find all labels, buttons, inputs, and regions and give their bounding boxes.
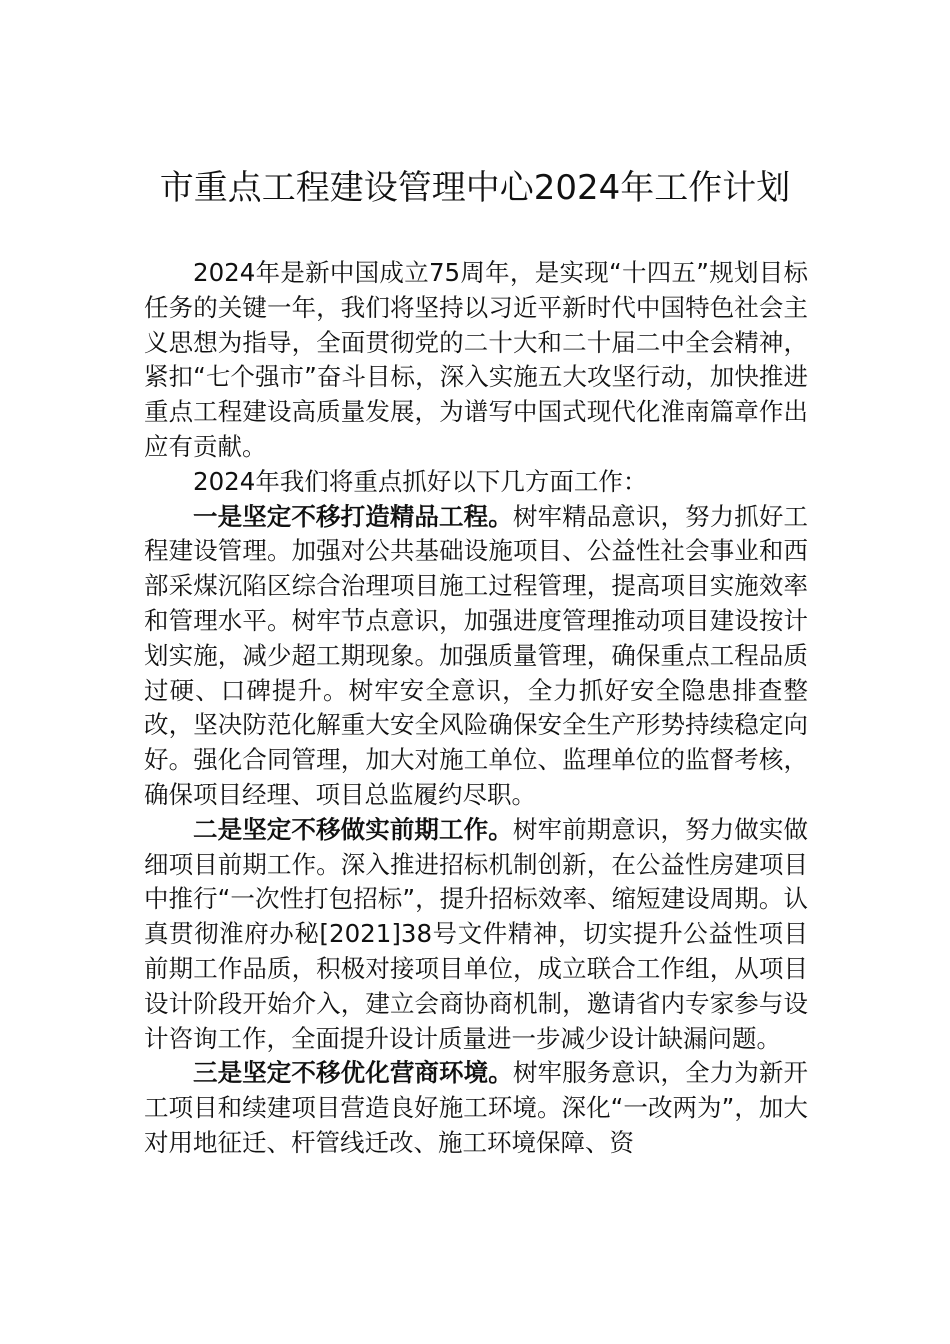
section-heading-2: 二是坚定不移做实前期工作。 xyxy=(193,814,513,844)
section-text-2: 树牢前期意识，努力做实做细项目前期工作。深入推进招标机制创新，在公益性房建项目中推行“一次性打包招标”，提升招标效率、缩短建设周期。认真贯彻淮府办秘[2021]38号文件精神，切实提升公益性项目前期工作品质，积极对接项目单位，成立联合工作组，从项目设计阶段开始介入，建立会商协商机制，邀请省内专家参与设计咨询工作，全面提升设计质量进一步减少设计缺漏问题。 xyxy=(144,814,809,1053)
document-title: 市重点工程建设管理中心2024年工作计划 xyxy=(159,168,791,208)
overview-paragraph: 2024年我们将重点抓好以下几方面工作： xyxy=(193,466,648,496)
section-text-1: 树牢精品意识，努力抓好工程建设管理。加强对公共基础设施项目、公益性社会事业和西部采煤沉陷区综合治理项目施工过程管理，提高项目实施效率和管理水平。树牢节点意识，加强进度管理推动项目建设按计划实施，减少超工期现象。加强质量管理，确保重点工程品质过硬、口碑提升。树牢安全意识，全力抓好安全隐患排查整改，坚决防范化解重大安全风险确保安全生产形势持续稳定向好。强化合同管理，加大对施工单位、监理单位的监督考核，确保项目经理、项目总监履约尽职。 xyxy=(144,501,809,809)
section-paragraph-2 xyxy=(144,813,808,1057)
intro-paragraph: 2024年是新中国成立75周年，是实现“十四五”规划目标任务的关键一年，我们将坚持以习近平新时代中国特色社会主义思想为指导，全面贯彻党的二十大和二十届二中全会精神，紧扣“七个强市”奋斗目标，深入实施五大攻坚行动，加快推进重点工程建设高质量发展，为谱写中国式现代化淮南篇章作出应有贡献。 xyxy=(144,258,808,461)
section-heading-3: 三是坚定不移优化营商环境。 xyxy=(193,1058,513,1088)
section-paragraph-1 xyxy=(144,500,808,813)
section-heading-1: 一是坚定不移打造精品工程。 xyxy=(193,501,513,531)
section-paragraph-3 xyxy=(144,1056,808,1160)
document-body xyxy=(144,256,808,1161)
section-text-3: 树牢服务意识，全力为新开工项目和续建项目营造良好施工环境。深化“一改两为”，加大对用地征迁、杆管线迁改、施工环境保障、资 xyxy=(144,1058,809,1157)
